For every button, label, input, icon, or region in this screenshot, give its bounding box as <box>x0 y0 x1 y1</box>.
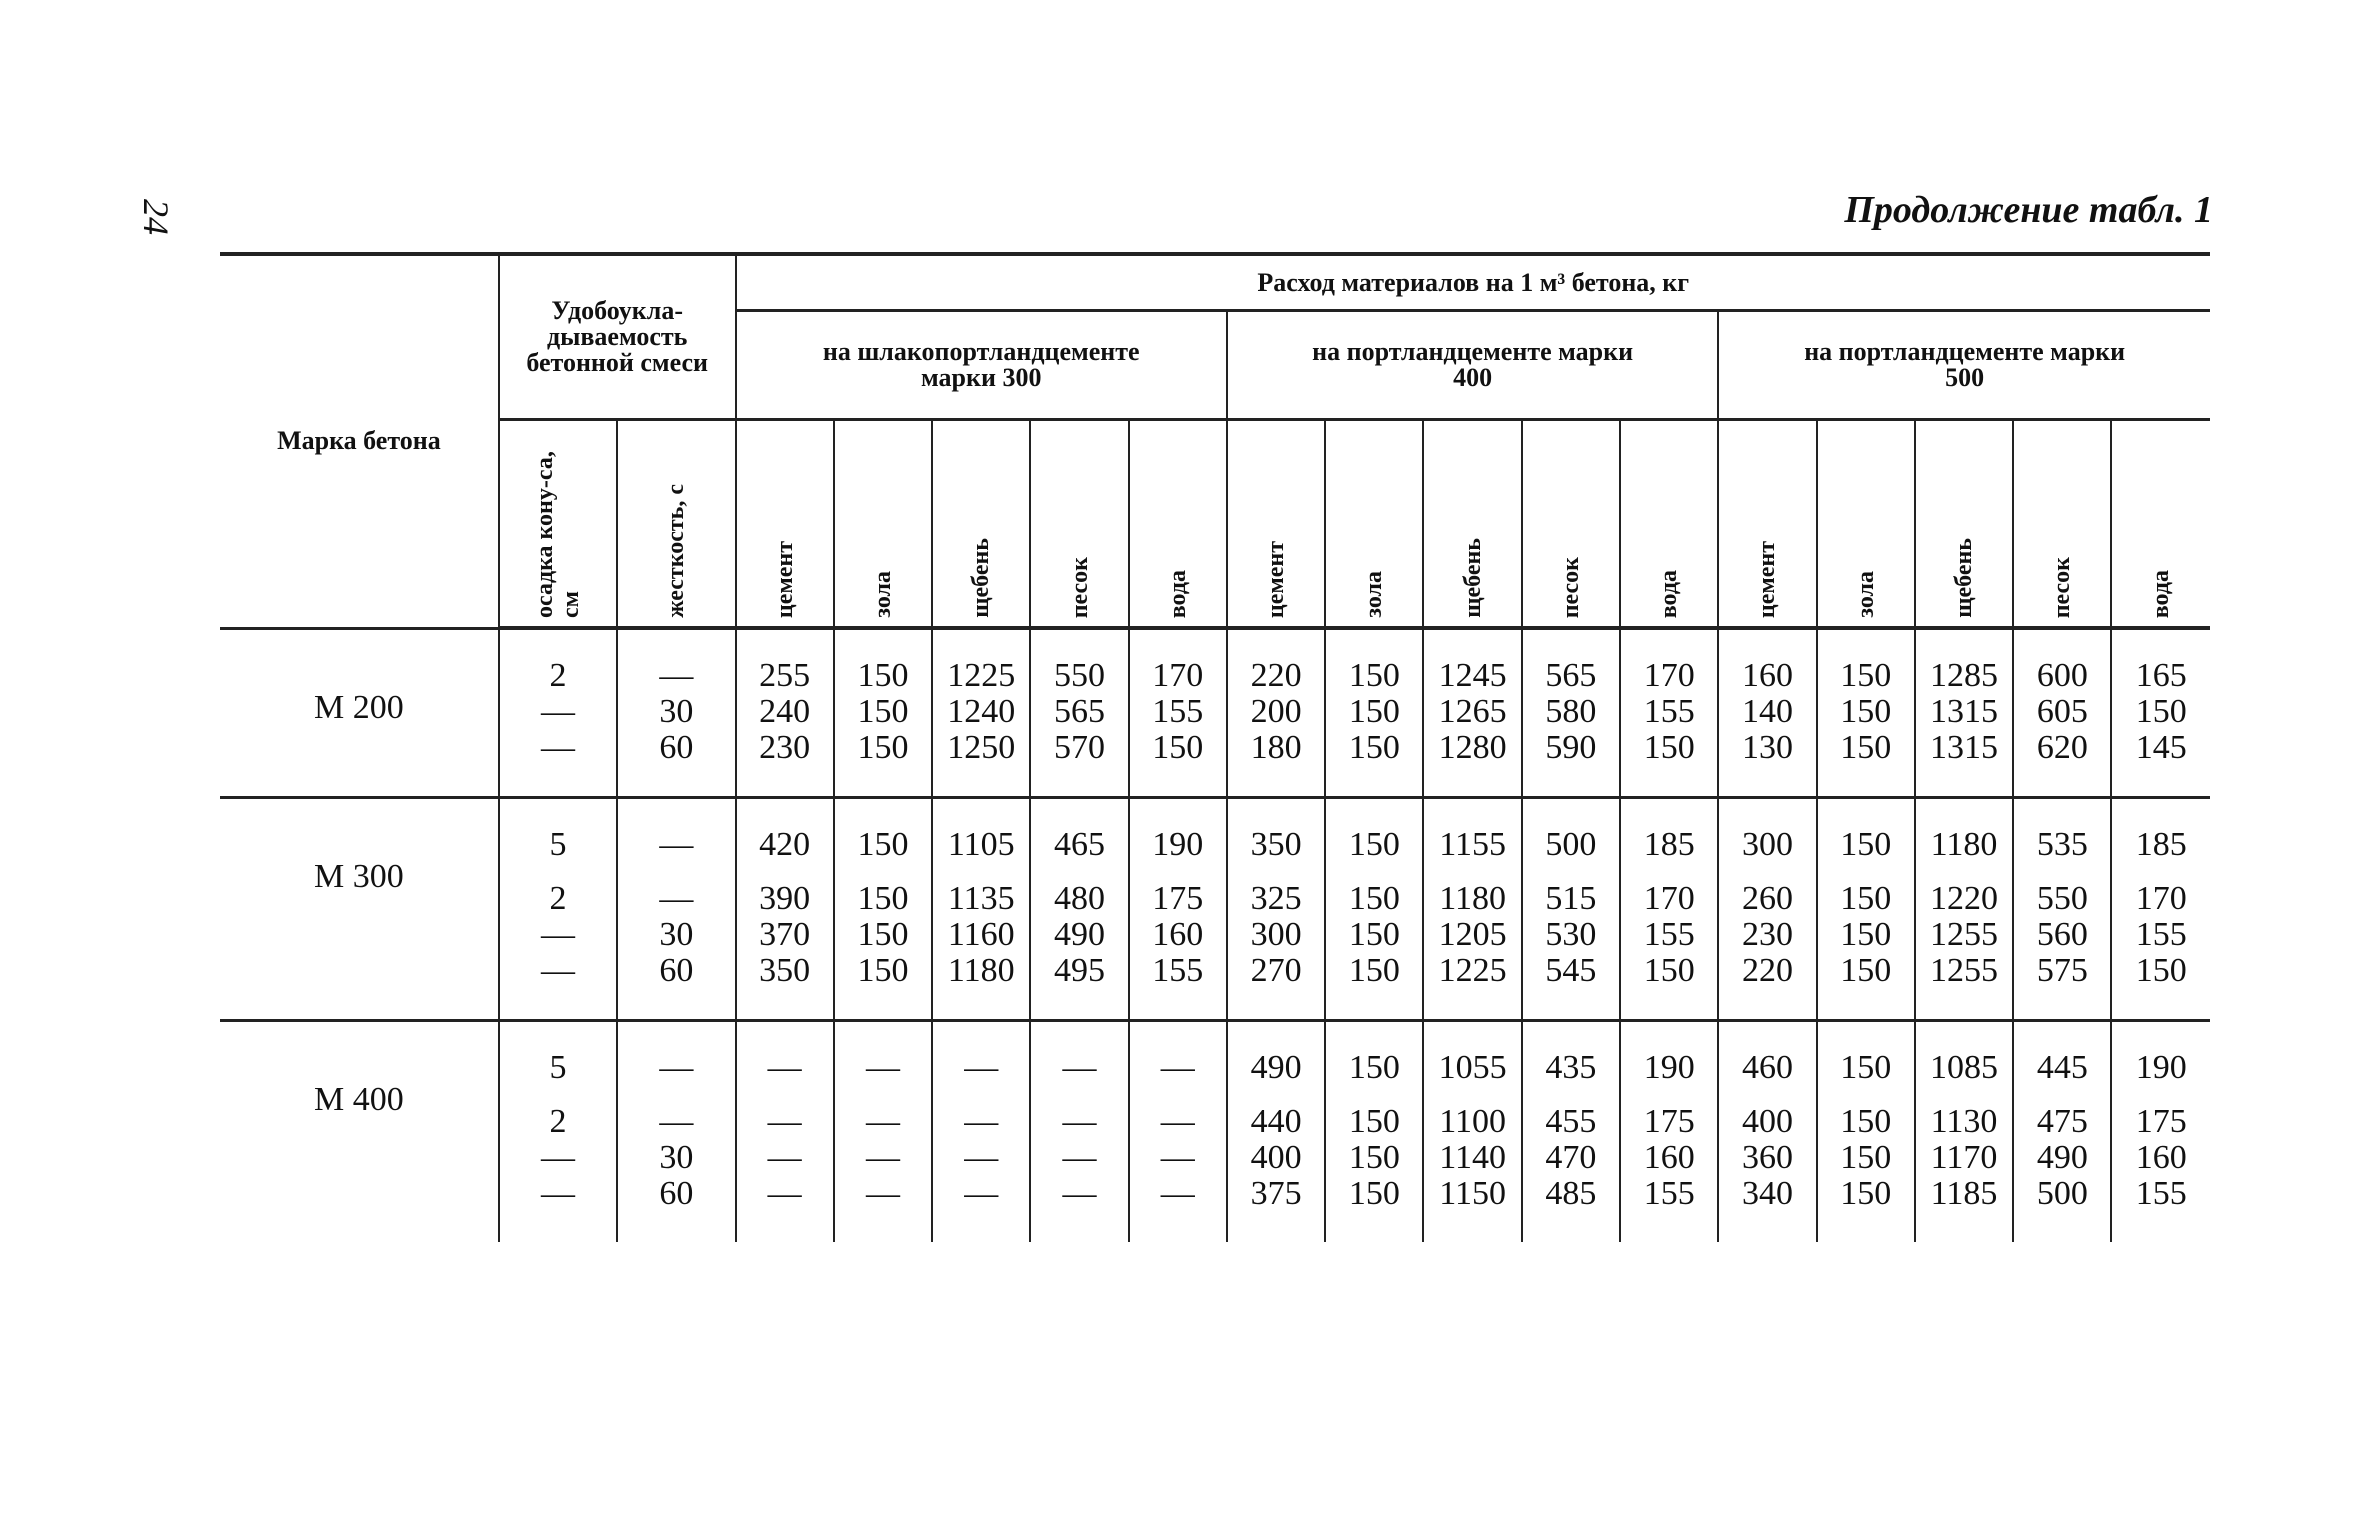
cell-value: 155 <box>1643 1175 1695 1212</box>
cell-value: — <box>659 657 694 694</box>
cell-value: 1220 <box>1930 880 1999 917</box>
col-gravel-500: щебень <box>1915 420 2013 629</box>
cell-value: 30 <box>659 693 694 730</box>
grade-cell: М 300 <box>220 798 499 1021</box>
concrete-mix-table <box>220 252 2210 1242</box>
cell-value: — <box>541 916 575 953</box>
cell-value: 1225 <box>1438 952 1507 989</box>
cell-value: 190 <box>2135 1049 2187 1086</box>
cell-value: — <box>1062 1103 1097 1140</box>
cell-value: 270 <box>1250 952 1302 989</box>
cell-value: 1135 <box>947 880 1015 917</box>
cell-value: 150 <box>2135 693 2187 730</box>
cell-value: 620 <box>2036 729 2088 766</box>
cell-value: 1285 <box>1930 657 1999 694</box>
cell-value: 150 <box>1840 952 1892 989</box>
cell-value: 1225 <box>947 657 1016 694</box>
cell-value: 150 <box>1348 657 1400 694</box>
cell-value: 150 <box>1840 1049 1892 1086</box>
g300-material-cell <box>834 1021 932 1243</box>
g300-material-cell <box>1129 798 1227 1021</box>
cell-value: 1240 <box>947 693 1016 730</box>
g400-material-cell <box>1325 798 1423 1021</box>
cell-value: — <box>964 1103 999 1140</box>
cell-value: — <box>865 1175 900 1212</box>
cell-value: 500 <box>2036 1175 2088 1212</box>
cell-value: 475 <box>2036 1103 2088 1140</box>
cell-value: 495 <box>1054 952 1105 989</box>
cell-value: 1280 <box>1438 729 1507 766</box>
g300-material-cell <box>1030 628 1128 798</box>
col-water-500: вода <box>2111 420 2210 629</box>
cell-value: 220 <box>1741 952 1793 989</box>
g400-material-cell <box>1522 798 1620 1021</box>
cell-value: — <box>865 1139 900 1176</box>
cell-value: — <box>541 952 575 989</box>
g500-material-cell <box>2111 1021 2210 1243</box>
cell-value: 490 <box>2036 1139 2088 1176</box>
cell-value: 570 <box>1054 729 1105 766</box>
g400-material-cell <box>1423 628 1521 798</box>
col-ash-400: зола <box>1325 420 1423 629</box>
cell-value: 150 <box>1348 1103 1400 1140</box>
cell-value: 150 <box>857 657 909 694</box>
group-header-portland-500: на портландцементе марки 500 <box>1718 311 2210 420</box>
cell-value: 170 <box>2135 880 2187 917</box>
cell-value: 2 <box>549 880 567 917</box>
g500-material-cell <box>1915 1021 2013 1243</box>
cell-value: 150 <box>1348 693 1400 730</box>
stiffness-cell <box>617 1021 735 1243</box>
g500-material-cell <box>1718 798 1816 1021</box>
col-ash-500: зола <box>1817 420 1915 629</box>
g400-material-cell <box>1227 1021 1325 1243</box>
cell-value: 1150 <box>1439 1175 1506 1212</box>
cell-value: 435 <box>1545 1049 1597 1086</box>
cell-value: 1105 <box>947 826 1015 863</box>
cell-value: 150 <box>857 916 909 953</box>
cell-value: 300 <box>1250 916 1302 953</box>
cell-value: 1185 <box>1930 1175 1998 1212</box>
cell-value: 200 <box>1250 693 1302 730</box>
g500-material-cell <box>1817 798 1915 1021</box>
cell-value: 375 <box>1250 1175 1302 1212</box>
cell-value: 130 <box>1741 729 1793 766</box>
cell-value: 155 <box>1152 693 1204 730</box>
cell-value: 1100 <box>1439 1103 1506 1140</box>
cell-value: 160 <box>2135 1139 2187 1176</box>
col-cement-300: цемент <box>736 420 834 629</box>
g300-material-cell <box>736 798 834 1021</box>
cell-value: — <box>1160 1103 1195 1140</box>
cell-value: — <box>767 1175 802 1212</box>
col-gravel-300: щебень <box>932 420 1030 629</box>
cell-value: 170 <box>1643 880 1695 917</box>
cell-value: 550 <box>1054 657 1105 694</box>
cell-value: 1085 <box>1930 1049 1999 1086</box>
g300-material-cell <box>1129 628 1227 798</box>
cell-value: 150 <box>1840 657 1892 694</box>
cell-value: 155 <box>2135 916 2187 953</box>
cell-value: 230 <box>759 729 811 766</box>
cell-value: 145 <box>2135 729 2187 766</box>
g300-material-cell <box>834 798 932 1021</box>
g500-material-cell <box>1718 1021 1816 1243</box>
cell-value: — <box>1062 1175 1097 1212</box>
cell-value: 150 <box>1348 880 1400 917</box>
consumption-header: Расход материалов на 1 м³ бетона, кг <box>736 254 2210 311</box>
cell-value: 30 <box>659 1139 694 1176</box>
cell-value: 150 <box>1840 1175 1892 1212</box>
cell-value: 350 <box>759 952 811 989</box>
cell-value: 2 <box>549 1103 567 1140</box>
cell-value: 150 <box>857 693 909 730</box>
cell-value: 1205 <box>1438 916 1507 953</box>
g400-material-cell <box>1522 1021 1620 1243</box>
cell-value: 440 <box>1250 1103 1302 1140</box>
cell-value: 1140 <box>1439 1139 1506 1176</box>
g400-material-cell <box>1227 628 1325 798</box>
cell-value: 550 <box>2036 880 2088 917</box>
cell-value: — <box>541 1175 575 1212</box>
g500-material-cell <box>1718 628 1816 798</box>
cell-value: 155 <box>1643 693 1695 730</box>
cell-value: 1265 <box>1438 693 1507 730</box>
cell-value: 160 <box>1741 657 1793 694</box>
g400-material-cell <box>1325 1021 1423 1243</box>
cell-value: — <box>1062 1049 1097 1086</box>
cell-value: — <box>1160 1049 1195 1086</box>
cell-value: — <box>541 1139 575 1176</box>
g500-material-cell <box>2111 628 2210 798</box>
slump-cell <box>499 1021 617 1243</box>
g300-material-cell <box>736 628 834 798</box>
g500-material-cell <box>2013 1021 2111 1243</box>
slump-header: осадка кону-са, см <box>499 420 617 629</box>
cell-value: 150 <box>857 880 909 917</box>
g500-material-cell <box>1915 628 2013 798</box>
cell-value: 170 <box>1152 657 1204 694</box>
cell-value: — <box>767 1049 802 1086</box>
table-caption: Продолжение табл. 1 <box>1844 189 2213 231</box>
cell-value: 515 <box>1545 880 1597 917</box>
table-row <box>220 798 2210 1021</box>
slump-cell <box>499 798 617 1021</box>
cell-value: 160 <box>1643 1139 1695 1176</box>
cell-value: 400 <box>1250 1139 1302 1176</box>
g500-material-cell <box>2013 628 2111 798</box>
cell-value: — <box>659 826 694 863</box>
cell-value: 1315 <box>1930 729 1999 766</box>
cell-value: 490 <box>1054 916 1105 953</box>
cell-value: 1130 <box>1930 1103 1998 1140</box>
cell-value: 220 <box>1250 657 1302 694</box>
cell-value: 1180 <box>1439 880 1506 917</box>
col-cement-500: цемент <box>1718 420 1816 629</box>
cell-value: 150 <box>1643 729 1695 766</box>
g300-material-cell <box>1030 1021 1128 1243</box>
cell-value: 175 <box>1643 1103 1695 1140</box>
g400-material-cell <box>1325 628 1423 798</box>
slump-cell <box>499 628 617 798</box>
cell-value: 1250 <box>947 729 1016 766</box>
cell-value: 185 <box>2135 826 2187 863</box>
cell-value: 485 <box>1545 1175 1597 1212</box>
cell-value: 455 <box>1545 1103 1597 1140</box>
g300-material-cell <box>932 1021 1030 1243</box>
cell-value: 150 <box>1348 1139 1400 1176</box>
g500-material-cell <box>2111 798 2210 1021</box>
cell-value: 150 <box>1348 1175 1400 1212</box>
cell-value: 350 <box>1250 826 1302 863</box>
cell-value: — <box>865 1103 900 1140</box>
col-water-300: вода <box>1129 420 1227 629</box>
cell-value: 1255 <box>1930 916 1999 953</box>
cell-value: 1160 <box>947 916 1015 953</box>
cell-value: 1170 <box>1930 1139 1998 1176</box>
cell-value: 240 <box>759 693 811 730</box>
cell-value: 150 <box>1152 729 1204 766</box>
cell-value: 185 <box>1643 826 1695 863</box>
stiffness-cell <box>617 798 735 1021</box>
cell-value: 150 <box>1840 1103 1892 1140</box>
g400-material-cell <box>1620 1021 1718 1243</box>
cell-value: 190 <box>1643 1049 1695 1086</box>
cell-value: 535 <box>2036 826 2088 863</box>
cell-value: 60 <box>659 729 694 766</box>
cell-value: 300 <box>1741 826 1793 863</box>
g500-material-cell <box>2013 798 2111 1021</box>
cell-value: 150 <box>1840 880 1892 917</box>
g300-material-cell <box>932 798 1030 1021</box>
cell-value: 2 <box>549 657 567 694</box>
group-header-portland-400: на портландцементе марки 400 <box>1227 311 1718 420</box>
cell-value: — <box>659 1103 694 1140</box>
col-ash-300: зола <box>834 420 932 629</box>
cell-value: 150 <box>1840 826 1892 863</box>
grade-header: Марка бетона <box>220 254 499 628</box>
cell-value: 150 <box>1840 693 1892 730</box>
cell-value: 175 <box>2135 1103 2187 1140</box>
g300-material-cell <box>736 1021 834 1243</box>
cell-value: — <box>541 693 575 730</box>
cell-value: 5 <box>549 826 567 863</box>
stiffness-cell <box>617 628 735 798</box>
table-body <box>220 628 2210 1242</box>
table-row <box>220 1021 2210 1243</box>
g500-material-cell <box>1817 1021 1915 1243</box>
cell-value: — <box>767 1103 802 1140</box>
grade-cell: М 200 <box>220 628 499 798</box>
col-gravel-400: щебень <box>1423 420 1521 629</box>
cell-value: 565 <box>1545 657 1597 694</box>
cell-value: — <box>767 1139 802 1176</box>
cell-value: 150 <box>1348 1049 1400 1086</box>
g500-material-cell <box>1817 628 1915 798</box>
cell-value: 160 <box>1152 916 1204 953</box>
cell-value: 190 <box>1152 826 1204 863</box>
cell-value: — <box>964 1049 999 1086</box>
cell-value: 150 <box>1643 952 1695 989</box>
cell-value: 470 <box>1545 1139 1597 1176</box>
cell-value: — <box>865 1049 900 1086</box>
cell-value: 165 <box>2135 657 2187 694</box>
cell-value: 1245 <box>1438 657 1507 694</box>
g300-material-cell <box>1030 798 1128 1021</box>
cell-value: 340 <box>1741 1175 1793 1212</box>
cell-value: 420 <box>759 826 811 863</box>
cell-value: 150 <box>857 952 909 989</box>
group-header-slag-300: на шлакопортландцементе марки 300 <box>736 311 1227 420</box>
cell-value: 175 <box>1152 880 1204 917</box>
cell-value: 150 <box>1348 729 1400 766</box>
cell-value: — <box>541 729 575 766</box>
grade-cell: М 400 <box>314 1081 404 1118</box>
cell-value: 490 <box>1250 1049 1302 1086</box>
cell-value: 150 <box>1348 916 1400 953</box>
cell-value: 140 <box>1741 693 1793 730</box>
cell-value: 1055 <box>1438 1049 1507 1086</box>
cell-value: 580 <box>1545 693 1597 730</box>
cell-value: — <box>659 1049 694 1086</box>
g400-material-cell <box>1227 798 1325 1021</box>
cell-value: 155 <box>2135 1175 2187 1212</box>
g300-material-cell <box>932 628 1030 798</box>
g500-material-cell <box>1915 798 2013 1021</box>
cell-value: 590 <box>1545 729 1597 766</box>
cell-value: 325 <box>1250 880 1302 917</box>
cell-value: 1255 <box>1930 952 1999 989</box>
cell-value: 155 <box>1152 952 1204 989</box>
cell-value: 150 <box>1348 952 1400 989</box>
cell-value: 545 <box>1545 952 1597 989</box>
g300-material-cell <box>834 628 932 798</box>
cell-value: 60 <box>659 1175 694 1212</box>
cell-value: 465 <box>1054 826 1105 863</box>
cell-value: — <box>1160 1175 1195 1212</box>
cell-value: 155 <box>1643 916 1695 953</box>
cell-value: — <box>659 880 694 917</box>
g400-material-cell <box>1423 1021 1521 1243</box>
cell-value: 500 <box>1545 826 1597 863</box>
cell-value: 230 <box>1741 916 1793 953</box>
cell-value: 150 <box>2135 952 2187 989</box>
cell-value: — <box>964 1139 999 1176</box>
col-water-400: вода <box>1620 420 1718 629</box>
g400-material-cell <box>1522 628 1620 798</box>
cell-value: — <box>1160 1139 1195 1176</box>
table-row <box>220 628 2210 798</box>
col-sand-400: песок <box>1522 420 1620 629</box>
cell-value: 400 <box>1741 1103 1793 1140</box>
cell-value: 605 <box>2036 693 2088 730</box>
cell-value: 150 <box>857 729 909 766</box>
cell-value: 565 <box>1054 693 1105 730</box>
cell-value: 150 <box>1840 916 1892 953</box>
cell-value: 60 <box>659 952 694 989</box>
cell-value: 460 <box>1741 1049 1793 1086</box>
cell-value: 1180 <box>1930 826 1998 863</box>
cell-value: 1155 <box>1439 826 1506 863</box>
cell-value: 1315 <box>1930 693 1999 730</box>
cell-value: 575 <box>2036 952 2088 989</box>
cell-value: 150 <box>1840 729 1892 766</box>
cell-value: 560 <box>2036 916 2088 953</box>
cell-value: 30 <box>659 916 694 953</box>
cell-value: — <box>1062 1139 1097 1176</box>
cell-value: 600 <box>2036 657 2088 694</box>
g300-material-cell <box>1129 1021 1227 1243</box>
cell-value: 170 <box>1643 657 1695 694</box>
col-sand-500: песок <box>2013 420 2111 629</box>
g400-material-cell <box>1620 628 1718 798</box>
page-number: 24 <box>136 199 176 235</box>
cell-value: 260 <box>1741 880 1793 917</box>
cell-value: 1180 <box>947 952 1015 989</box>
cell-value: 150 <box>1348 826 1400 863</box>
col-sand-300: песок <box>1030 420 1128 629</box>
cell-value: 390 <box>759 880 811 917</box>
stiffness-header: жесткость, с <box>617 420 735 629</box>
g400-material-cell <box>1423 798 1521 1021</box>
cell-value: 480 <box>1054 880 1105 917</box>
col-cement-400: цемент <box>1227 420 1325 629</box>
cell-value: 5 <box>549 1049 567 1086</box>
cell-value: 370 <box>759 916 811 953</box>
g400-material-cell <box>1620 798 1718 1021</box>
cell-value: — <box>964 1175 999 1212</box>
cell-value: 255 <box>759 657 811 694</box>
cell-value: 530 <box>1545 916 1597 953</box>
workability-header: Удобоукла-дываемость бетонной смеси <box>499 254 736 420</box>
cell-value: 180 <box>1250 729 1302 766</box>
cell-value: 150 <box>1840 1139 1892 1176</box>
cell-value: 360 <box>1741 1139 1793 1176</box>
cell-value: 445 <box>2036 1049 2088 1086</box>
cell-value: 150 <box>857 826 909 863</box>
